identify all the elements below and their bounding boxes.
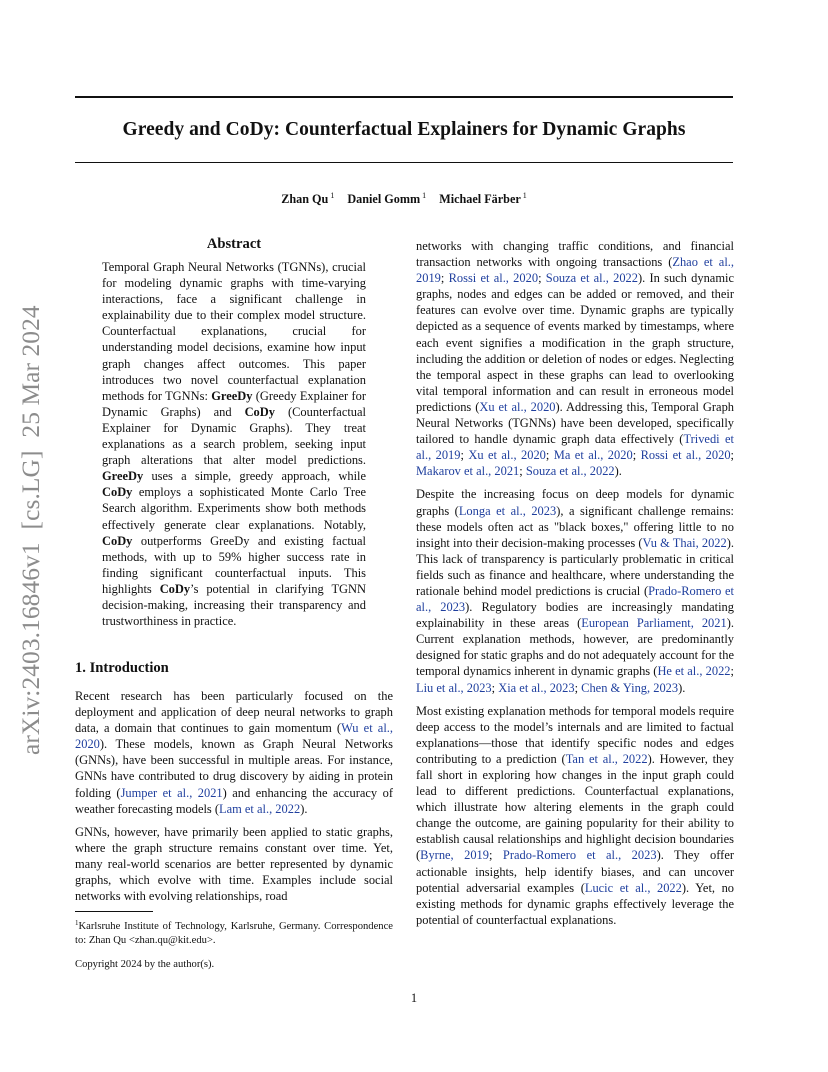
citation-link[interactable]: Jumper et al., 2021 [120,785,223,800]
citation-link[interactable]: He et al., 2022 [657,664,731,679]
arxiv-id: arXiv:2403.16846v1 [cs.LG] 25 Mar 2024 [17,305,45,755]
section-heading-introduction: 1. Introduction [75,660,169,676]
citation-link[interactable]: Souza et al., 2022 [525,464,615,479]
bold-term: CoDy [244,404,275,419]
bold-term: GreeDy [211,388,253,403]
page-number: 1 [410,991,418,1005]
citation-link[interactable]: Tan et al., 2022 [565,751,648,766]
bold-term: GreeDy [102,469,144,484]
copyright-notice: Copyright 2024 by the author(s). [75,959,215,970]
title-top-rule [75,96,733,98]
citation-link[interactable]: Xu et al., 2020 [468,448,546,463]
footnote-rule [75,911,153,912]
paper-title: Greedy and CoDy: Counterfactual Explainers for Dynamic Graphs [122,119,686,140]
citation-link[interactable]: Trivedi et al., 2019 [416,432,734,463]
arxiv-watermark [14,285,48,755]
citation-link[interactable]: Makarov et al., 2021 [416,464,520,479]
left-column-body [75,688,393,911]
paragraph: GNNs, however, have primarily been applied to static graphs, where the graph structure remains constant over time. Yet, many real-world scenarios are better represented by dynamic graphs, which evolve with time. Examples include social networks with evolving relationships, road [75,824,393,904]
citation-link[interactable]: Zhao et al., 2019 [416,255,734,286]
footnote-affiliation: $^1$Karlsruhe Institute of Technology, Karlsruhe, Germany. Correspondence to: Zhan Qu <zhan.qu@kit.edu>. [75,919,393,946]
citation-link[interactable]: European Parliament, 2021 [581,616,727,631]
citation-link[interactable]: Prado-Romero et al., 2023 [502,848,657,863]
citation-link[interactable]: Souza et al., 2022 [545,271,638,286]
author: Michael Färber $^1$ [439,191,527,206]
citation-link[interactable]: Longa et al., 2023 [458,503,557,518]
bold-term: CoDy [159,581,191,596]
citation-link[interactable]: Liu et al., 2023 [416,680,492,695]
abstract-text: Temporal Graph Neural Networks (TGNNs), crucial for modeling dynamic graphs with time-varying interactions, face a significant challenge in explainability due to their complex model structure. Counterfactual explanations, crucial for understanding model decisions, examine how input graph changes affect outcomes. This paper introduces two novel counterfactual explanation methods for TGNNs: GreeDy (Greedy Explainer for Dynamic Graphs) and CoDy (Counterfactual Explainer for Dynamic Graphs). They treat explanations as a search problem, seeking input graph alterations that alter model predictions. GreeDy uses a simple, greedy approach, while CoDy employs a sophisticated Monte Carlo Tree Search algorithm. Experiments show both methods effectively generate clear explanations. Notably, CoDy outperforms GreeDy and existing factual methods, with up to 59% higher success rate in finding significant counterfactual inputs. This highlights CoDy’s potential in clarifying TGNN decision-making, increasing their transparency and trustworthiness in practice. [102,260,367,629]
author-list [75,191,733,207]
citation-link[interactable]: Xia et al., 2023 [498,680,575,695]
citation-link[interactable]: Wu et al., 2020 [75,721,393,752]
author: Zhan Qu $^1$ [281,191,335,206]
citation-link[interactable]: Prado-Romero et al., 2023 [416,583,734,615]
citation-link[interactable]: Vu & Thai, 2022 [642,535,727,550]
bold-term: CoDy [102,485,133,500]
abstract-heading: Abstract [206,236,262,252]
citation-link[interactable]: Rossi et al., 2020 [640,448,731,463]
title-bottom-rule [75,162,733,163]
citation-link[interactable]: Ma et al., 2020 [553,448,633,463]
paragraph: Despite the increasing focus on deep models for dynamic graphs (Longa et al., 2023), a significant challenge remains: these models often act as "black boxes," offering little to no insight into their decision-making processes (Vu & Thai, 2022). This lack of transparency is particularly problematic in critical fields such as finance and healthcare, where understanding the rationale behind model predictions is crucial (Prado-Romero et al., 2023). Regulatory bodies are increasingly mandating explainability in these areas (European Parliament, 2021). Current explanation methods, however, are predominantly designed for static graphs and do not adequately account for the temporal dynamics inherent in dynamic graphs (He et al., 2022; Liu et al., 2023; Xia et al., 2023; Chen & Ying, 2023). [416,487,735,695]
citation-link[interactable]: Lam et al., 2022 [219,801,301,816]
citation-link[interactable]: Chen & Ying, 2023 [581,680,679,695]
citation-link[interactable]: Rossi et al., 2020 [448,271,539,286]
citation-link[interactable]: Byrne, 2019 [420,848,489,863]
paragraph: Most existing explanation methods for temporal models require deep access to the model’s internals and are limited to factual explanations—those that identify specific nodes and edges contributing to a prediction (Tan et al., 2022). However, they fall short in exploring how changes in the input graph could lead to different predictions. Counterfactual explanations, which illustrate how altering elements in the graph could change the outcome, are gaining popularity for their ability to establish causal relationships and highlight decision boundaries (Byrne, 2019; Prado-Romero et al., 2023). They offer actionable insights, help identify biases, and can uncover potential adversarial examples (Lucic et al., 2022). Yet, no existing methods for dynamic graphs effectively leverage the potential of counterfactual explanations. [416,703,735,927]
paragraph: Recent research has been particularly focused on the deployment and application of deep neural networks to graph data, a domain that continues to gain momentum (Wu et al., 2020). These models, known as Graph Neural Networks (GNNs), have been successful in multiple areas. For instance, GNNs have contributed to drug discovery by aiding in protein folding (Jumper et al., 2021) and enhancing the accuracy of weather forecasting models (Lam et al., 2022). [75,689,393,816]
author: Daniel Gomm $^1$ [347,191,427,206]
citation-link[interactable]: Xu et al., 2020 [479,399,556,414]
right-column-body [416,238,734,935]
paragraph: networks with changing traffic conditions, and financial transaction networks with ongoing transactions (Zhao et al., 2019; Rossi et al., 2020; Souza et al., 2022). In such dynamic graphs, nodes and edges can be added or removed, and their features can evolve over time. Dynamic graphs are typically depicted as a sequence of events marked by timestamps, where each event signifies a modification in the graph structure, including the addition or deletion of nodes or edges. Neglecting the temporal aspect in these graphs can lead to overlooking vital temporal information and can result in erroneous model predictions (Xu et al., 2020). Addressing this, Temporal Graph Neural Networks (TGNNs) have been developed, specifically tailored to handle dynamic graph data effectively (Trivedi et al., 2019; Xu et al., 2020; Ma et al., 2020; Rossi et al., 2020; Makarov et al., 2021; Souza et al., 2022). [416,239,735,479]
citation-link[interactable]: Lucic et al., 2022 [584,880,682,895]
bold-term: CoDy [102,533,133,548]
